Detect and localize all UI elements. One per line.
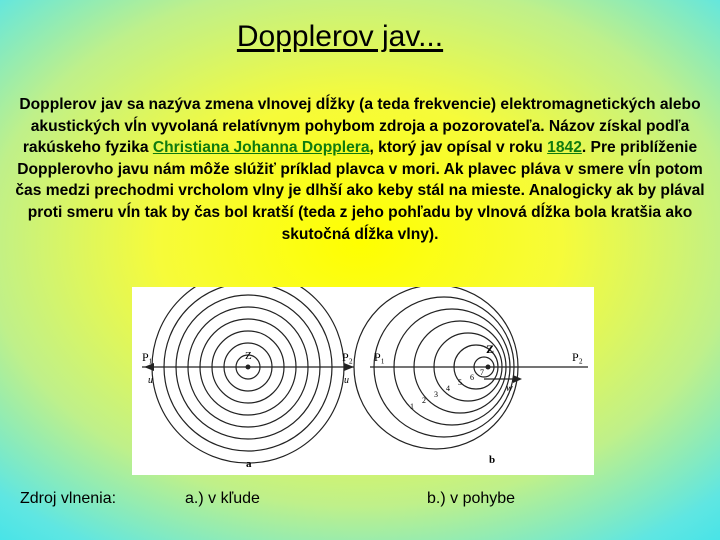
caption-motion: b.) v pohybe: [427, 490, 516, 507]
ring-number: 7: [480, 368, 484, 377]
slide-title: Dopplerov jav...: [236, 20, 444, 53]
panel-a-p1-label: P₁: [142, 350, 153, 364]
panel-a-rings: [152, 287, 344, 463]
doppler-figure: [132, 287, 594, 475]
ring-number: 4: [446, 384, 450, 393]
panel-a-arrow-left: [144, 363, 154, 371]
panel-b-w-label: w: [506, 383, 513, 394]
description-paragraph: [14, 94, 706, 245]
year-link[interactable]: 1842: [547, 139, 582, 157]
panel-a-arrow-right: [344, 363, 354, 371]
panel-a-source-label: Z: [245, 350, 252, 362]
paragraph-text-3: . Pre priblíženie Dopplerovho javu nám môže slúžiť príklad plavca v mori. Ak plavec pláva v smere vĺn potom čas medzi prechodmi vrcholom vlny je dlhší ako keby stál na mieste. Analogicky ak by plával proti smeru vĺn tak by čas bol kratší (teda z jeho pohľadu by vlnová dĺžka bola kratšia ako skutočná dĺžka vlny).: [15, 139, 705, 243]
panel-b-source-label: Z: [486, 342, 495, 356]
caption-rest: a.) v kľude: [185, 490, 260, 507]
panel-b-source-dot: [486, 365, 491, 370]
panel-b-label: b: [489, 454, 496, 466]
caption-source: Zdroj vlnenia:: [20, 490, 117, 507]
paragraph-text-2: , ktorý jav opísal v roku: [369, 139, 548, 157]
doppler-name-link[interactable]: Christiana Johanna Dopplera: [152, 139, 370, 157]
ring-number: 6: [470, 373, 474, 382]
panel-a-label: a: [246, 458, 252, 470]
doppler-diagram: [132, 287, 594, 475]
panel-b-rings: [354, 287, 518, 449]
panel-a-source-dot: [246, 365, 251, 370]
panel-a-u-right: u: [344, 375, 349, 386]
paragraph-text-1: Dopplerov jav sa nazýva zmena vlnovej dĺžky (a teda frekvencie) elektromagnetických alebo akustických vĺn vyvolaná relatívnym pohybom zdroja a pozorovateľa. Názov získal podľa rakúskeho fyzika: [19, 96, 701, 157]
panel-a-p2-label: P₂: [342, 350, 353, 364]
panel-b-ring-numbers: [410, 368, 484, 411]
ring-number: 3: [434, 390, 438, 399]
panel-b-p2-label: P₂: [572, 350, 583, 364]
ring-number: 1: [410, 402, 414, 411]
ring-number: 5: [458, 378, 462, 387]
ring-number: 2: [422, 396, 426, 405]
panel-a-u-left: u: [148, 375, 153, 386]
panel-b-p1-label: P₁: [374, 350, 385, 364]
